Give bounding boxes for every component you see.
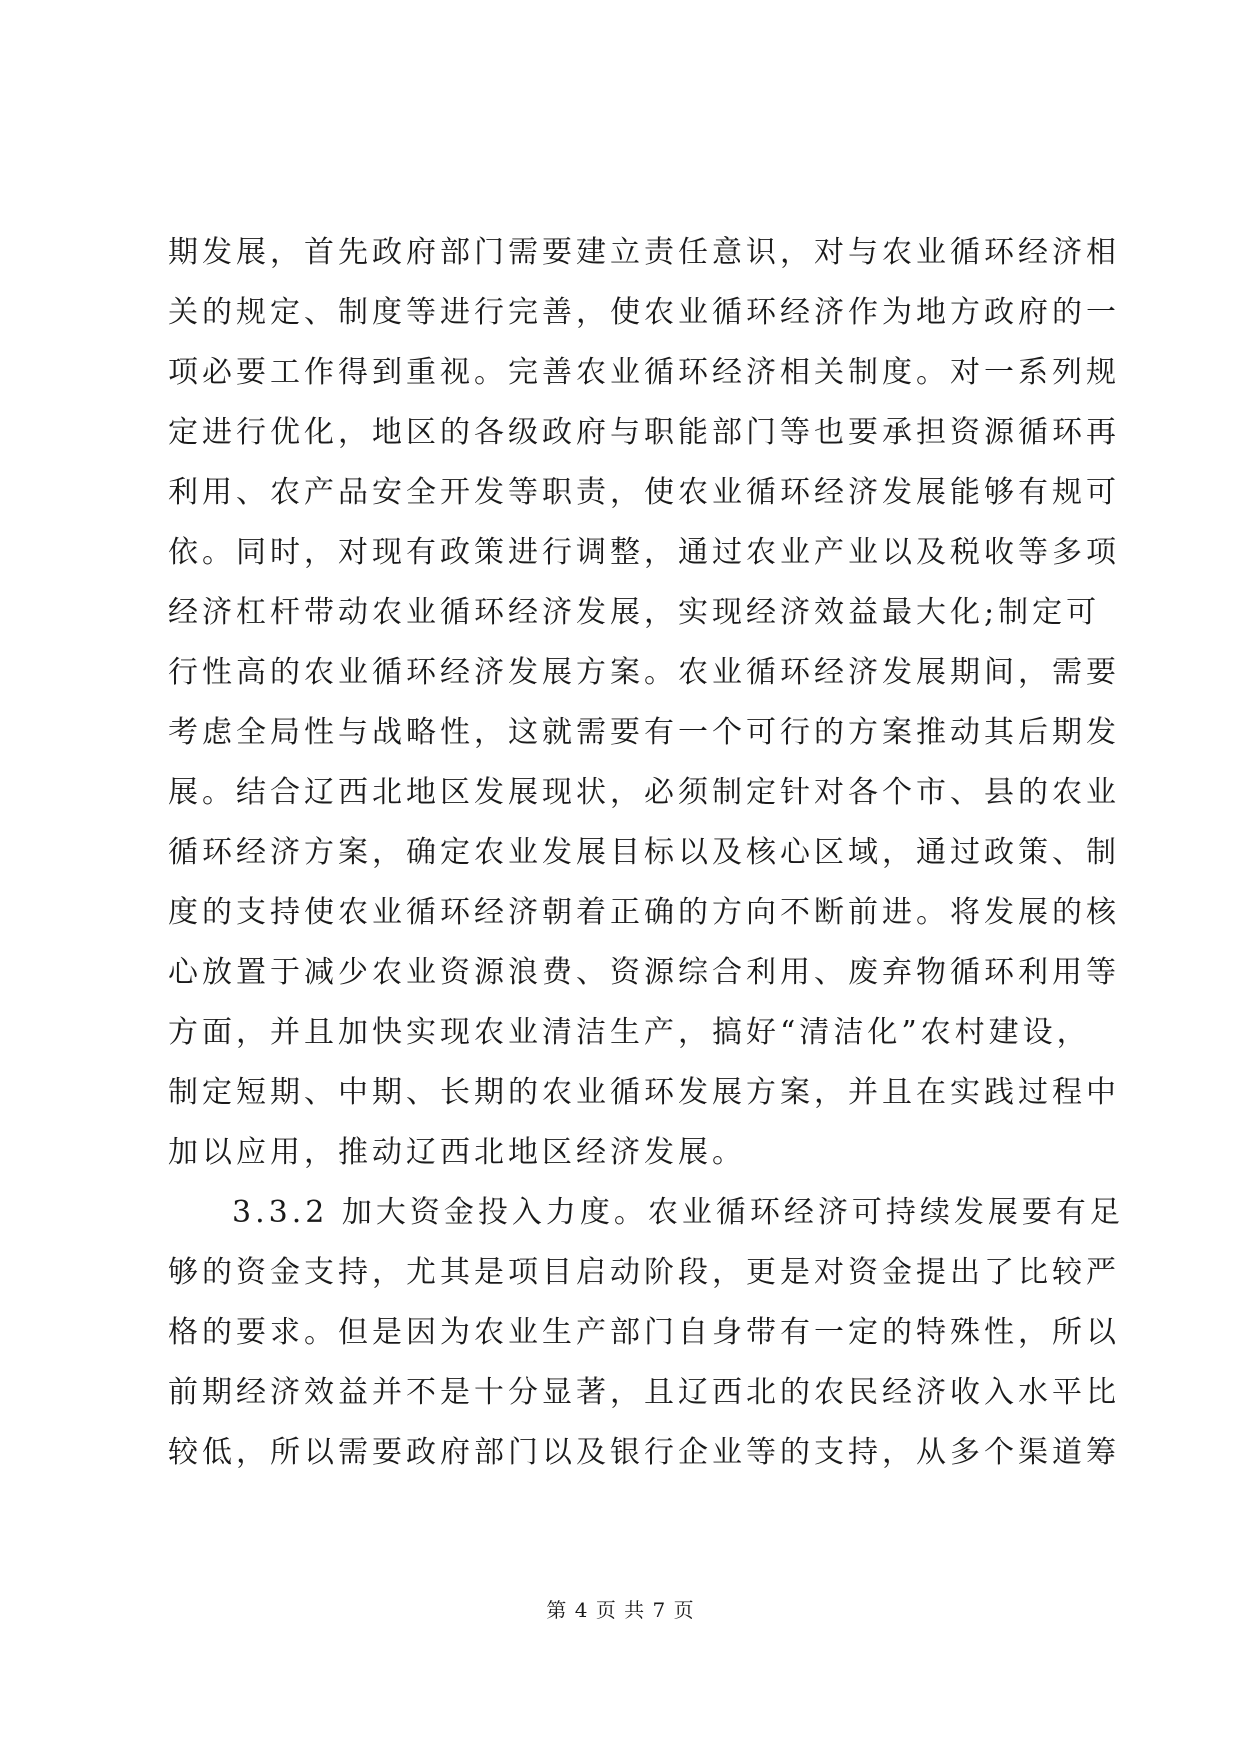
text-line: 经济杠杆带动农业循环经济发展，实现经济效益最大化;制定可 [168,595,1101,630]
text-line: 格的要求。但是因为农业生产部门自身带有一定的特殊性，所以 [168,1315,1120,1350]
page-number: 第 4 页 共 7 页 [546,1598,695,1622]
page-footer [0,1594,1241,1623]
text-line: 项必要工作得到重视。完善农业循环经济相关制度。对一系列规 [168,355,1120,390]
section-heading-line: 3.3.2 加大资金投入力度。农业循环经济可持续发展要有足 [232,1195,1124,1230]
text-line: 度的支持使农业循环经济朝着正确的方向不断前进。将发展的核 [168,895,1120,930]
body-text [168,223,1124,1483]
text-line: 考虑全局性与战略性，这就需要有一个可行的方案推动其后期发 [168,715,1120,750]
text-line: 前期经济效益并不是十分显著，且辽西北的农民经济收入水平比 [168,1375,1120,1410]
text-line: 心放置于减少农业资源浪费、资源综合利用、废弃物循环利用等 [168,955,1120,990]
text-line: 够的资金支持，尤其是项目启动阶段，更是对资金提出了比较严 [168,1255,1120,1290]
text-line: 行性高的农业循环经济发展方案。农业循环经济发展期间，需要 [168,655,1120,690]
text-line: 利用、农产品安全开发等职责，使农业循环经济发展能够有规可 [168,475,1120,510]
text-line: 期发展，首先政府部门需要建立责任意识，对与农业循环经济相 [168,235,1120,270]
text-line: 关的规定、制度等进行完善，使农业循环经济作为地方政府的一 [168,295,1120,330]
text-line: 方面，并且加快实现农业清洁生产，搞好“清洁化”农村建设， [168,1015,1091,1050]
text-line: 制定短期、中期、长期的农业循环发展方案，并且在实践过程中 [168,1075,1120,1110]
text-line: 加以应用，推动辽西北地区经济发展。 [168,1135,746,1170]
text-line: 展。结合辽西北地区发展现状，必须制定针对各个市、县的农业 [168,775,1120,810]
text-line: 循环经济方案，确定农业发展目标以及核心区域，通过政策、制 [168,835,1120,870]
text-line: 定进行优化，地区的各级政府与职能部门等也要承担资源循环再 [168,415,1120,450]
text-line: 较低，所以需要政府部门以及银行企业等的支持，从多个渠道筹 [168,1435,1120,1470]
text-line: 依。同时，对现有政策进行调整，通过农业产业以及税收等多项 [168,535,1120,570]
